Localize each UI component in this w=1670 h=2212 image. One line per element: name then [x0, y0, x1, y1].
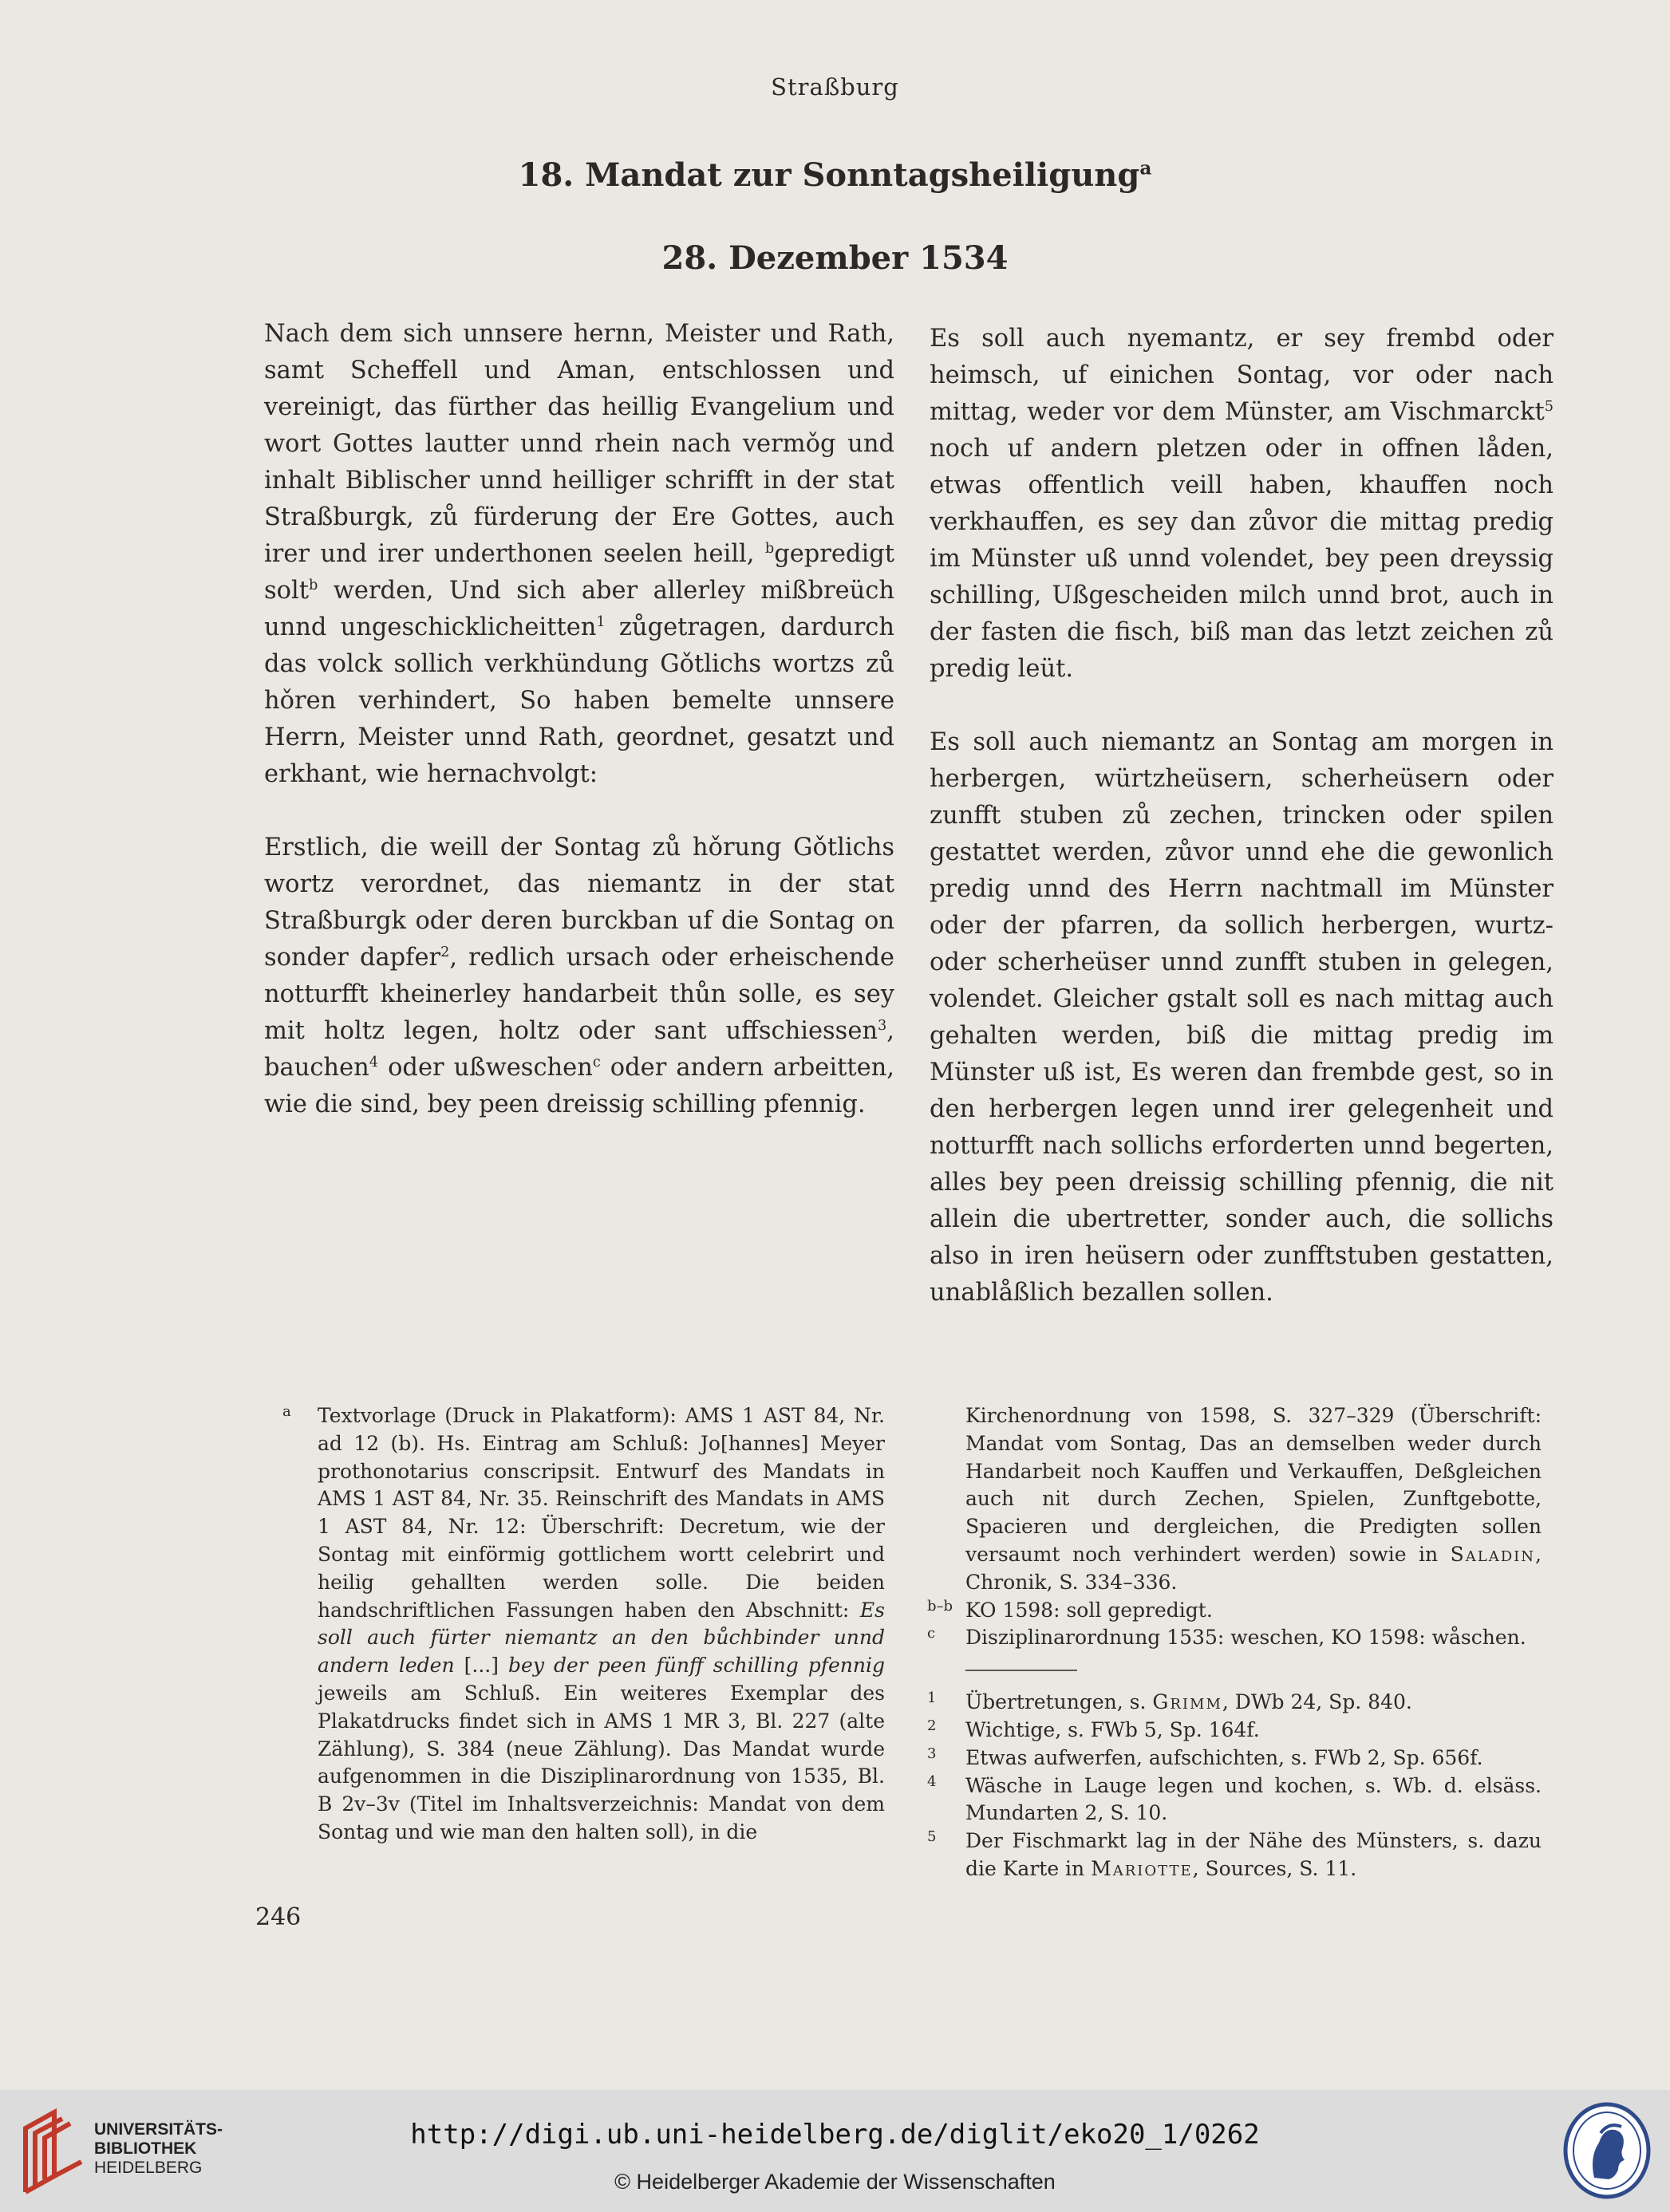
footnote-list	[927, 1689, 1542, 1883]
note-a-quote1: Es soll auch fürter niemantz an den bůchbinder unnd andern leden	[318, 1598, 885, 1678]
viewer-footer	[0, 2090, 1670, 2212]
preamble-paragraph: Nach dem sich unnsere hernn, Meister und Rath, samt Scheffell und Aman, entschlossen und vereinigt, das fürther das heillig Evangelium und wort Gottes lautter unnd rhein nach vermǒg und inhalt Biblischer unnd heilliger schrifft in der stat Straßburgk, zů fürderung der Ere Gottes, auch irer und irer underthonen seelen heill, $^b$gepredigt solt$^b$ werden, Und sich aber allerley mißbreüch unnd ungeschicklicheitten$^1$ zůgetragen, dardurch das volck sollich verkhündung Gǒtlichs wortzs zů hǒren verhindert, So haben bemelte unnsere Herrn, Meister unnd Rath, geordnet, gesatzt und erkhant, wie hernachvolgt:	[264, 320, 894, 788]
note-mark: c	[927, 1625, 936, 1642]
textual-note-c: c Disziplinarordnung 1535: weschen, KO 1598: wåschen.	[927, 1625, 1526, 1650]
footnote-divider	[965, 1670, 1077, 1671]
note-a-author: Saladin	[1450, 1542, 1536, 1566]
library-name: UNIVERSITÄTS- BIBLIOTHEK HEIDELBERG	[94, 2120, 223, 2177]
footnote-item: 1 Übertretungen, s. Grimm, DWb 24, Sp. 840.	[927, 1690, 1412, 1714]
footnote-mark: 5	[927, 1828, 937, 1846]
footnote-item: 5 Der Fischmarkt lag in der Nähe des Münsters, s. dazu die Karte in Mariotte, Sources, S. 11.	[927, 1828, 1542, 1880]
page-number: 246	[255, 1903, 302, 1931]
footnote-mark: 2	[927, 1717, 937, 1734]
textual-note-b: b–b KO 1598: soll gepredigt.	[927, 1597, 1213, 1622]
footnote-item: 4 Wäsche in Lauge legen und kochen, s. Wb. d. elsäss. Mundarten 2, S. 10.	[927, 1772, 1542, 1825]
footnote-mark: 4	[927, 1772, 937, 1790]
footnote-mark: 3	[927, 1745, 937, 1762]
running-head: Straßburg	[771, 73, 899, 101]
note-a-part1: Textvorlage (Druck in Plakatform): AMS 1 AST 84, Nr. ad 12 (b). Hs. Eintrag am Schluß: Jo[hannes] Meyer prothonotarius conscripsit. Entwurf des Mandats in AMS 1 AST 84, Nr. 35. Reinschrift des Mandats in AMS 1 AST 84, Nr. 12: Überschrift: Decretum, wie der Sontag mit einförmig gottlichem wortt celebrirt und heilig gehallten werden solle. Die beiden handschriftlichen Fassungen haben den Abschnitt:	[318, 1404, 885, 1622]
left-text-column	[264, 316, 894, 1123]
footnote-item: 3 Etwas aufwerfen, aufschichten, s. FWb 2, Sp. 656f.	[927, 1745, 1483, 1769]
academy-seal-icon[interactable]	[1562, 2101, 1652, 2200]
notes-right-column	[927, 1402, 1542, 1883]
note-mark: a	[282, 1403, 291, 1420]
footnote-item: 2 Wichtige, s. FWb 5, Sp. 164f.	[927, 1717, 1260, 1741]
title-text: 18. Mandat zur Sonntagsheiligung	[518, 156, 1140, 194]
footnote-mark: 1	[927, 1690, 937, 1707]
market-article-paragraph: Es soll auch nyemantz, er sey frembd oder heimsch, uf einichen Sontag, vor oder nach mittag, weder vor dem Münster, am Vischmarckt$^5$ noch uf andern pletzen oder in offnen låden, etwas offentlich veill haben, khauffen noch verkhauffen, es sey dan zůvor die mittag predig im Münster uß unnd volendet, bey peen dreyssig schilling, Ußgescheiden milch unnd brot, auch in der fasten die fisch, biß man das letzt zeichen zů predig leüt.	[930, 325, 1554, 683]
first-article-paragraph: Erstlich, die weill der Sontag zů hǒrung Gǒtlichs wortz verordnet, das niemantz in der stat Straßburgk oder deren burckban uf die Sontag on sonder dapfer$^2$, redlich ursach oder erheischende notturfft kheinerley handarbeit thůn solle, es sey mit holtz legen, holtz oder sant uffschiessen$^3$, bauchen$^4$ oder ußweschen$^c$ oder andern arbeitten, wie die sind, bey peen dreissig schilling pfennig.	[264, 834, 894, 1118]
copyright-notice: © Heidelberger Akademie der Wissenschaften	[614, 2170, 1056, 2194]
permalink-url[interactable]: http://digi.ub.uni-heidelberg.de/diglit/eko20_1/0262	[410, 2119, 1260, 2151]
note-a-quote2: bey der peen fünff schilling pfennig	[508, 1654, 885, 1678]
document-title	[0, 156, 1670, 194]
note-mark: b–b	[927, 1597, 953, 1615]
textual-note-a-continued: Kirchenordnung von 1598, S. 327–329 (Überschrift: Mandat vom Sontag, Das an demselben weder durch Handarbeit noch Kauffen und Verkauffen, Deßgleichen auch nit durch Zechen, Spielen, Zunftgebotte, Spacieren und dergleichen, die Predigten sollen versaumt noch verhindert werden) sowie in Saladin, Chronik, S. 334–336.	[965, 1404, 1542, 1594]
title-note-mark: a	[1139, 157, 1152, 179]
inn-article-paragraph: Es soll auch niemantz an Sontag am morgen in herbergen, würtzheüsern, scherheüsern oder zunfft stuben zů zechen, trincken oder spilen gestattet werden, zůvor unnd ehe die gewonlich predig unnd des Herrn nachtmall im Münster oder der pfarren, da sollich herbergen, wurtz- oder scherheüser unnd zunfft stuben in gelegen, volendet. Gleicher gstalt soll es nach mittag auch gehalten werden, biß die mittag predig im Münster uß ist, Es weren dan frembde gest, so in den herbergen legen unnd irer gelegenheit und notturfft nach sollichs erforderten unnd begerten, alles bey peen dreissig schilling pfennig, die nit allein die ubertretter, sonder auch, die sollichs also in iren heüsern oder zunfftstuben gestatten, unablåßlich bezallen sollen.	[930, 728, 1554, 1307]
textual-note-a: a Textvorlage (Druck in Plakatform): AMS 1 AST 84, Nr. ad 12 (b). Hs. Eintrag am Schluß: Jo[hannes] Meyer prothonotarius conscripsit. Entwurf des Mandats in AMS 1 AST 84, Nr. 35. Reinschrift des Mandats in AMS 1 AST 84, Nr. 12: Überschrift: Decretum, wie der Sontag mit einförmig gottlichem wortt celebrirt und heilig gehallten werden solle. Die beiden handschriftlichen Fassungen haben den Abschnitt: Es soll auch fürter niemantz an den bůchbinder unnd andern leden [...] bey der peen fünff schilling pfennig jeweils am Schluß. Ein weiteres Exemplar des Plakatdrucks findet sich in AMS 1 MR 3, Bl. 227 (alte Zählung), S. 384 (neue Zählung). Das Mandat wurde aufgenommen in die Disziplinarordnung von 1535, Bl. B 2v–3v (Titel im Inhaltsverzeichnis: Mandat von dem Sontag und wie man den halten soll), in die	[282, 1403, 885, 1843]
document-date: 28. Dezember 1534	[661, 239, 1009, 277]
right-text-column	[930, 321, 1554, 1311]
